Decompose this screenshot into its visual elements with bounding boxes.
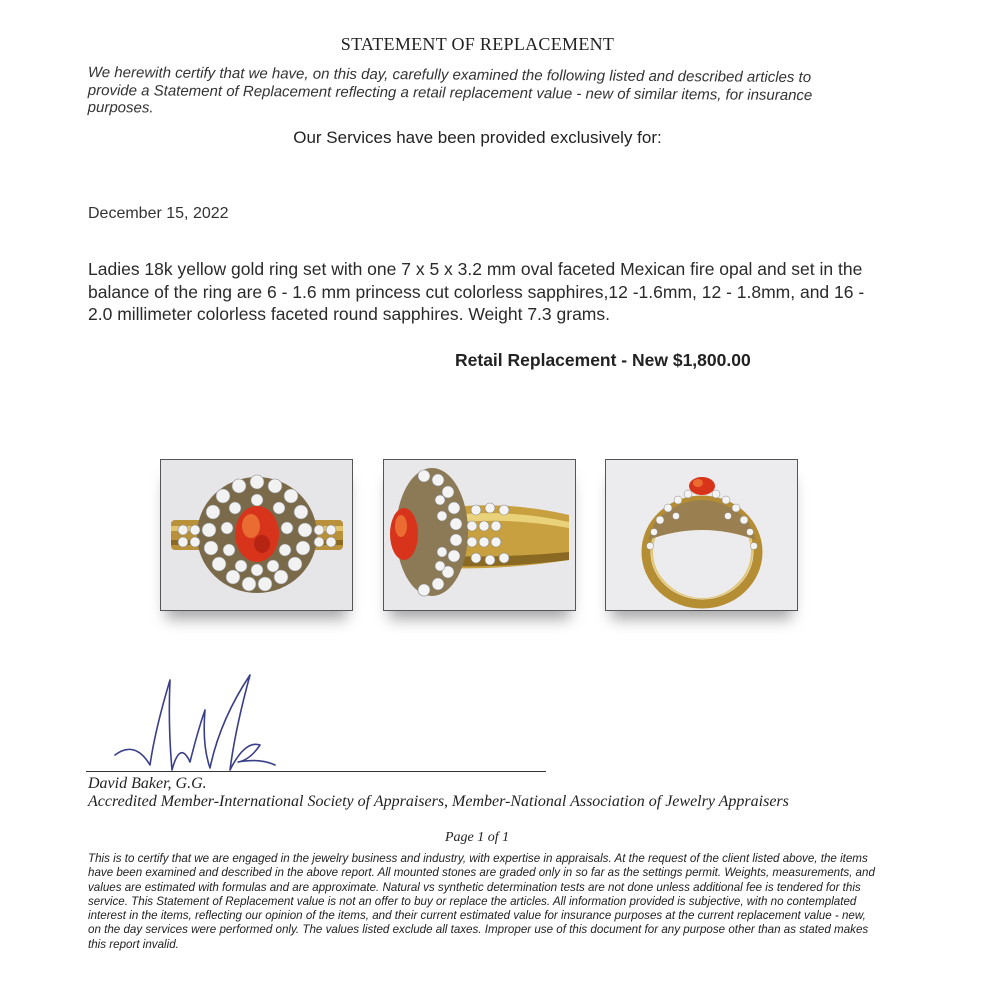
certification-statement: We herewith certify that we have, on this day, carefully examined the following listed and described articles to provide a Statement of Replacement reflecting a retail replacement value - new of similar items, for insurance purposes. — [87, 64, 813, 117]
signature-line — [86, 771, 546, 772]
ring-front-view-photo — [605, 459, 798, 611]
appraisal-date: December 15, 2022 — [88, 205, 229, 222]
appraiser-name: David Baker, G.G. — [88, 775, 207, 792]
ring-top-view-photo — [160, 459, 353, 611]
item-description: Ladies 18k yellow gold ring set with one 7 x 5 x 3.2 mm oval faceted Mexican fire opal and set in the balance of the ring are 6 - 1.6 mm princess cut colorless sapphires,12 -1.6mm, 12 - 1.8mm, and 16 - 2.0 millimeter colorless faceted round sapphires. Weight 7.3 grams. — [88, 259, 865, 324]
retail-replacement-value: Retail Replacement - New $1,800.00 — [455, 350, 751, 370]
disclaimer-text: This is to certify that we are engaged in the jewelry business and industry, with expertise in appraisals. At the request of the client listed above, the items have been examined and described in the above report. All mounted stones are graded only in so far as the settings permit. Weights, measurements, and values are estimated with formulas and are approximate. Natural vs synthetic determination tests are not done unless additional fee is tendered for this service. This Statement of Replacement value is not an offer to buy or replace the articles. All information provided is subjective, with no contemplated interest in the items, reflecting our opinion of the items, and their current estimated value for insurance purposes at the current replacement value - new, on the day services were performed only. The values listed exclude all taxes. Improper use of this document for any purpose other than as stated makes this report invalid. — [88, 852, 875, 951]
appraiser-signature — [110, 670, 310, 780]
ring-top-view-image — [161, 460, 352, 610]
page-number: Page 1 of 1 — [445, 830, 510, 845]
document-title: STATEMENT OF REPLACEMENT — [340, 34, 615, 54]
ring-front-view-image — [606, 460, 797, 610]
ring-side-view-image — [384, 460, 575, 610]
services-line: Our Services have been provided exclusively for: — [293, 128, 662, 147]
appraiser-credentials: Accredited Member-International Society of Appraisers, Member-National Association of Jewelry Appraisers — [88, 793, 789, 810]
ring-side-view-photo — [383, 459, 576, 611]
